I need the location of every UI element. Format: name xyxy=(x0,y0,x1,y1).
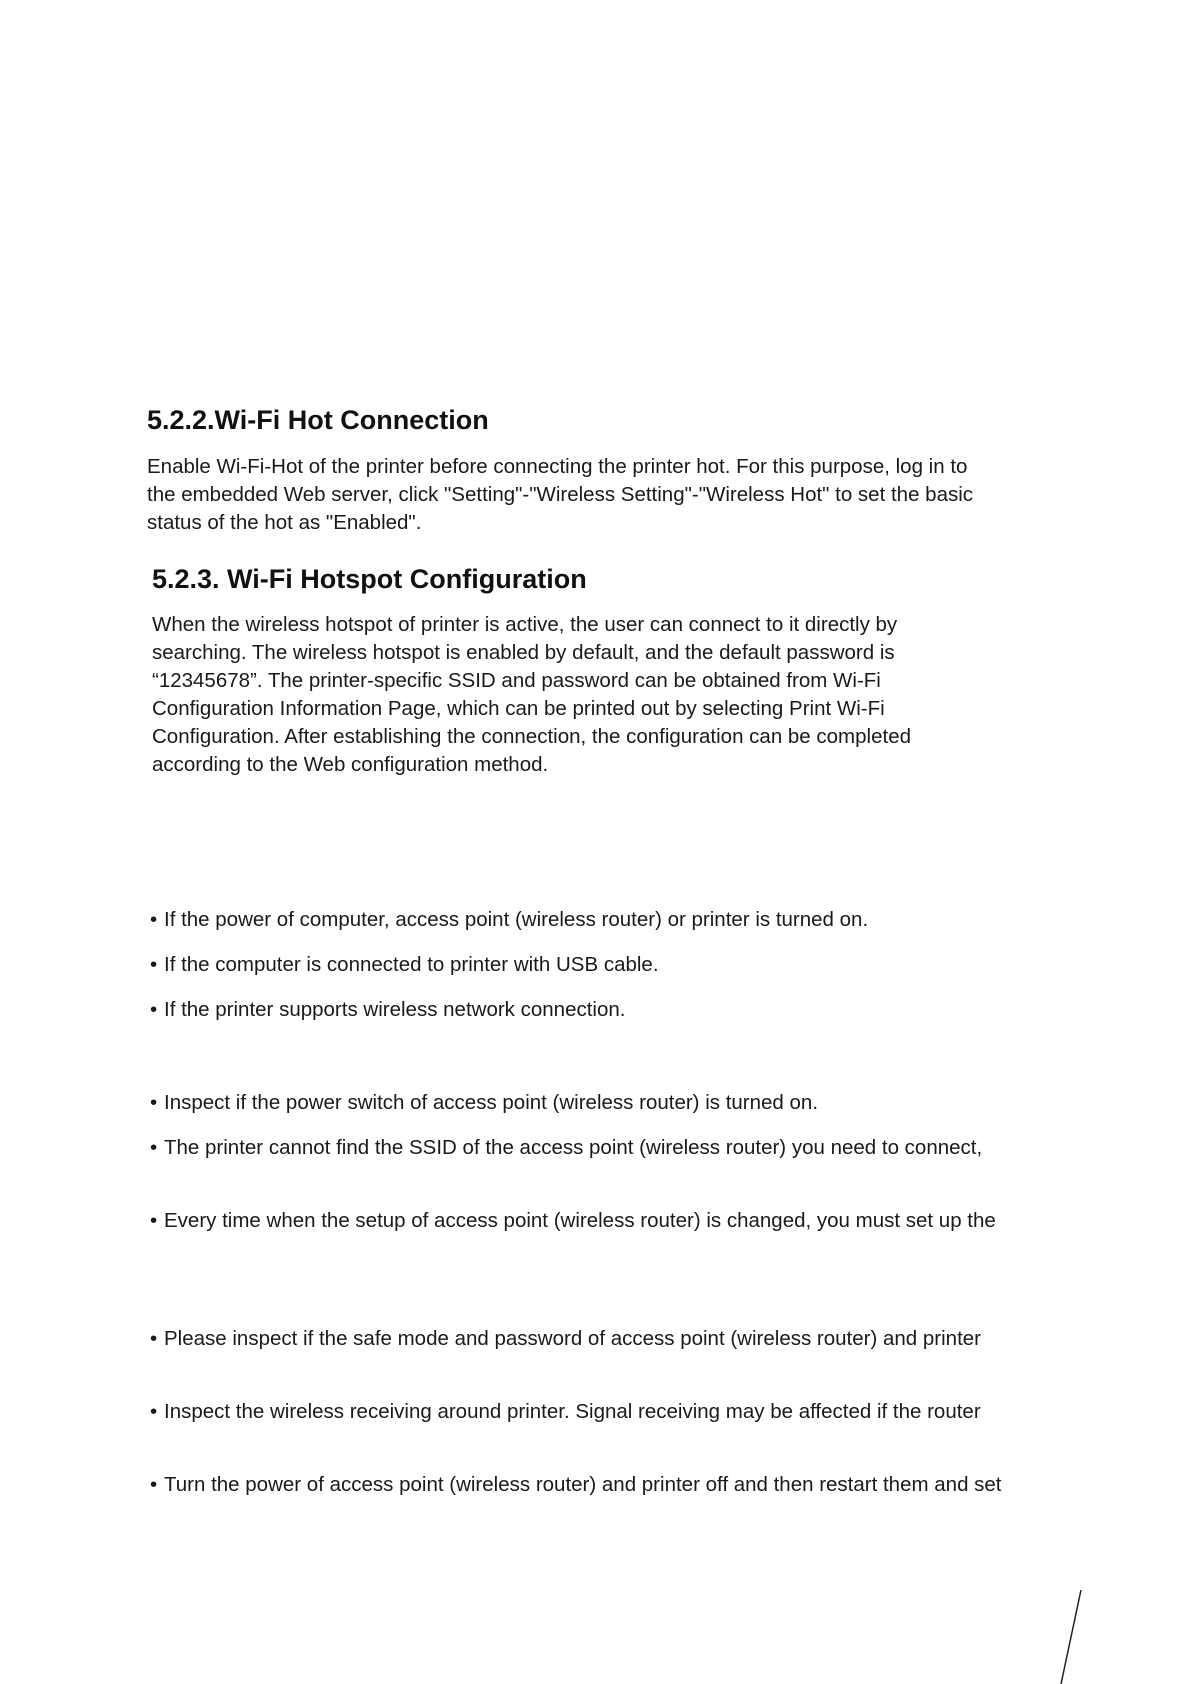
bullet-text: Inspect the wireless receiving around printer. Signal receiving may be affected if the router xyxy=(164,1400,981,1423)
paragraph-line: searching. The wireless hotspot is enabled by default, and the default password is xyxy=(152,641,895,664)
paragraph-line: Enable Wi-Fi-Hot of the printer before connecting the printer hot. For this purpose, log in to xyxy=(147,455,968,478)
bullet-item xyxy=(150,1207,996,1235)
bullet-item xyxy=(150,951,659,979)
bullet-text: The printer cannot find the SSID of the access point (wireless router) you need to connect, xyxy=(164,1136,983,1159)
page-edge-line xyxy=(1055,1590,1085,1684)
bullet-marker: • xyxy=(150,1400,158,1423)
paragraph-line: When the wireless hotspot of printer is active, the user can connect to it directly by xyxy=(152,613,898,636)
bullet-text: If the power of computer, access point (wireless router) or printer is turned on. xyxy=(164,908,869,931)
bullet-text: Turn the power of access point (wireless router) and printer off and then restart them and set xyxy=(164,1473,1002,1496)
section-paragraph-wifi-hotspot-configuration xyxy=(152,611,1072,779)
bullet-marker: • xyxy=(150,1209,158,1232)
paragraph-line: Configuration Information Page, which can be printed out by selecting Print Wi-Fi xyxy=(152,697,885,720)
bullet-item xyxy=(150,1089,818,1117)
bullet-marker: • xyxy=(150,908,158,931)
bullet-marker: • xyxy=(150,1136,158,1159)
bullet-item xyxy=(150,1134,982,1162)
bullet-text: If the printer supports wireless network connection. xyxy=(164,998,626,1021)
section-paragraph-wifi-hot-connection xyxy=(147,453,1067,537)
paragraph-line: according to the Web configuration method. xyxy=(152,753,549,776)
bullet-item xyxy=(150,906,868,934)
paragraph-line: Configuration. After establishing the connection, the configuration can be completed xyxy=(152,725,911,748)
bullet-marker: • xyxy=(150,1091,158,1114)
bullet-marker: • xyxy=(150,998,158,1021)
bullet-item xyxy=(150,996,625,1024)
section-heading-wifi-hotspot-configuration: 5.2.3. Wi-Fi Hotspot Configuration xyxy=(152,564,587,594)
paragraph-line: the embedded Web server, click "Setting"-"Wireless Setting"-"Wireless Hot" to set the basic xyxy=(147,483,974,506)
paragraph-line: “12345678”. The printer-specific SSID and password can be obtained from Wi-Fi xyxy=(152,669,881,692)
bullet-text: If the computer is connected to printer with USB cable. xyxy=(164,953,659,976)
bullet-text: Every time when the setup of access point (wireless router) is changed, you must set up the xyxy=(164,1209,996,1232)
paragraph-line: status of the hot as "Enabled". xyxy=(147,511,422,534)
bullet-item xyxy=(150,1325,981,1353)
bullet-item xyxy=(150,1471,1002,1499)
bullet-marker: • xyxy=(150,1327,158,1350)
bullet-text: Please inspect if the safe mode and password of access point (wireless router) and printer xyxy=(164,1327,981,1350)
section-heading-wifi-hot-connection: 5.2.2.Wi-Fi Hot Connection xyxy=(147,405,489,435)
bullet-text: Inspect if the power switch of access point (wireless router) is turned on. xyxy=(164,1091,819,1114)
bullet-item xyxy=(150,1398,981,1426)
bullet-marker: • xyxy=(150,1473,158,1496)
bullet-marker: • xyxy=(150,953,158,976)
